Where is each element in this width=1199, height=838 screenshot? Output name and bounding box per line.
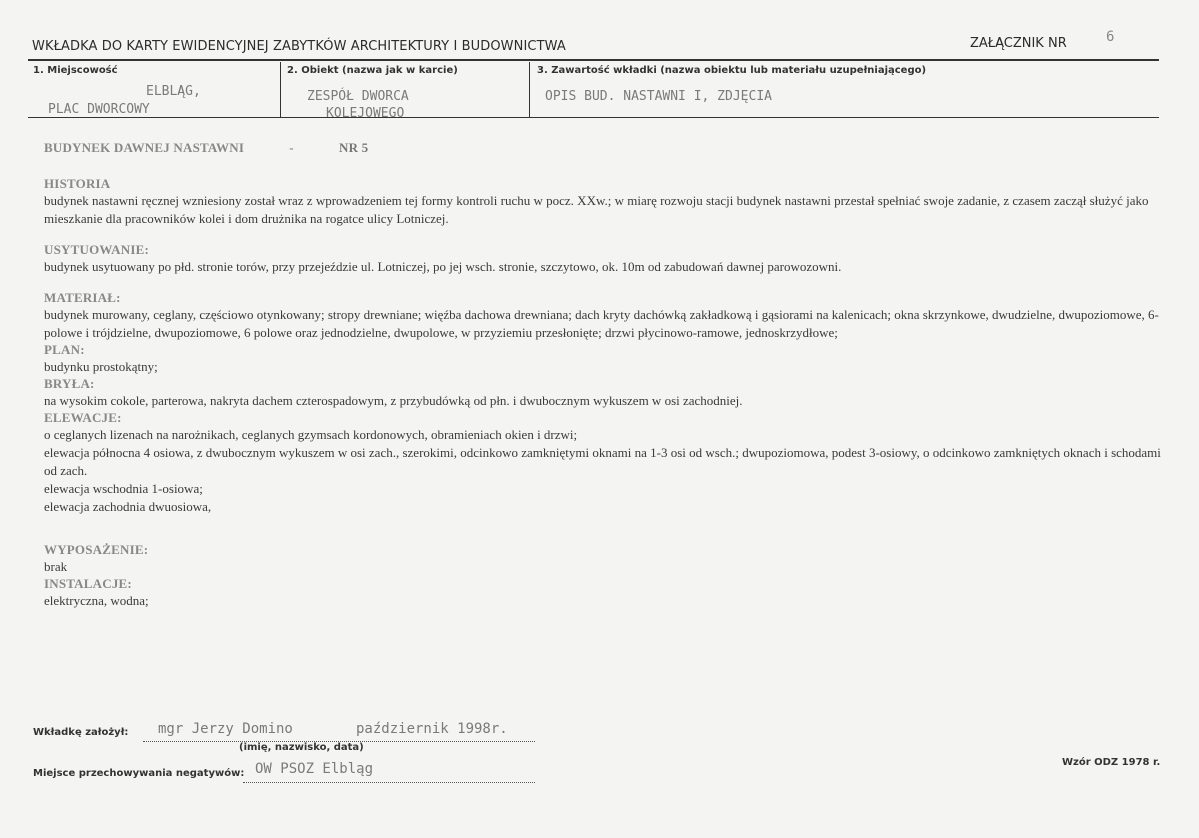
building-name: BUDYNEK DAWNEJ NASTAWNI — [44, 140, 245, 155]
elewacje-text-3: elewacja wschodnia 1-osiowa; — [44, 481, 203, 496]
elewacje-label: ELEWACJE: — [44, 410, 122, 425]
elewacje-text-2: elewacja północna 4 osiowa, z dwubocznym wykuszem w osi zach., szerokimi, odcinkowo zamkniętymi oknami na 1-3 osi od wsch.; dwupoziomowa, podest 3-osiowy, o odcinkowo zamkniętych oknach i schodami od zach. — [44, 445, 1161, 478]
instalacje-label: INSTALACJE: — [44, 576, 132, 591]
annex-label: ZAŁĄCZNIK NR — [970, 36, 1067, 51]
plan-label: PLAN: — [44, 342, 85, 357]
storage-label: Miejsce przechowywania negatywów: — [33, 768, 245, 779]
usytuowanie-label: USYTUOWANIE: — [44, 242, 149, 257]
sheet-title: WKŁADKA DO KARTY EWIDENCYJNEJ ZABYTKÓW ARCHITEKTURY I BUDOWNICTWA — [32, 39, 566, 54]
elewacje-text-1: o ceglanych lizenach na narożnikach, ceglanych gzymsach kordonowych, obramieniach okien i drzwi; — [44, 427, 578, 442]
description-body — [44, 140, 1164, 610]
header-bottom-rule — [28, 117, 1159, 118]
wyposazenie-label: WYPOSAŻENIE: — [44, 542, 149, 557]
author-name: mgr Jerzy Domino — [158, 721, 293, 737]
material-text: budynek murowany, ceglany, częściowo otynkowany; stropy drewniane; więźba dachowa drewniana; dach kryty dachówką zakładkową i gąsiorami na kalenicach; okna skrzynkowe, dwudzielne, dwupoziomowe, 6-polowe i trójdzielne, dwupoziomowe, 6 polowe oraz jednodzielne, dwupolowe, w przyziemiu przesłonięte; drzwi płycinowo-ramowe, jednoskrzydłowe; — [44, 307, 1159, 340]
elewacje-text-4: elewacja zachodnia dwuosiowa, — [44, 499, 212, 514]
column-divider — [280, 62, 281, 118]
content-value: OPIS BUD. NASTAWNI I, ZDJĘCIA — [545, 89, 772, 104]
historia-label: HISTORIA — [44, 176, 111, 191]
locality-label: 1. Miejscowość — [33, 65, 118, 76]
building-number: NR 5 — [339, 140, 369, 155]
author-hint: (imię, nazwisko, data) — [239, 742, 364, 753]
wyposazenie-text: brak — [44, 559, 68, 574]
plan-text: budynku prostokątny; — [44, 359, 158, 374]
object-value-line1: ZESPÓŁ DWORCA — [307, 89, 409, 104]
locality-value-line2: PLAC DWORCOWY — [48, 102, 150, 117]
building-heading — [44, 140, 1164, 156]
locality-value-line1: ELBLĄG, — [146, 84, 201, 99]
annex-number: 6 — [1106, 29, 1115, 45]
column-divider — [529, 62, 530, 118]
usytuowanie-text: budynek usytuowany po płd. stronie torów, przy przejeździe ul. Lotniczej, po jej wsch. stronie, szczytowo, ok. 10m od zabudowań dawnej parowozowni. — [44, 259, 842, 274]
content-label: 3. Zawartość wkładki (nazwa obiektu lub materiału uzupełniającego) — [537, 65, 927, 76]
object-value-line2: KOLEJOWEGO — [326, 106, 405, 121]
author-date: październik 1998r. — [356, 721, 508, 737]
header-top-rule — [28, 59, 1159, 61]
heading-dash: - — [289, 140, 294, 155]
material-label: MATERIAŁ: — [44, 290, 121, 305]
bryla-label: BRYŁA: — [44, 376, 95, 391]
instalacje-text: elektryczna, wodna; — [44, 593, 149, 608]
bryla-text: na wysokim cokole, parterowa, nakryta dachem czterospadowym, z przybudówką od płn. i dwubocznym wykuszem w osi zachodniej. — [44, 393, 743, 408]
storage-dotted-line — [243, 782, 535, 783]
form-model: Wzór ODZ 1978 r. — [1062, 757, 1161, 768]
storage-value: OW PSOZ Elbląg — [255, 761, 374, 777]
author-label: Wkładkę założył: — [33, 727, 129, 738]
object-label: 2. Obiekt (nazwa jak w karcie) — [287, 65, 458, 76]
historia-text: budynek nastawni ręcznej wzniesiony został wraz z wprowadzeniem tej formy kontroli ruchu w pocz. XXw.; w miarę rozwoju stacji budynek nastawni przestał spełniać swoje zadanie, z czasem zaczął służyć jako mieszkanie dla pracowników kolei i dom drużnika na rogatce ulicy Lotniczej. — [44, 193, 1149, 226]
